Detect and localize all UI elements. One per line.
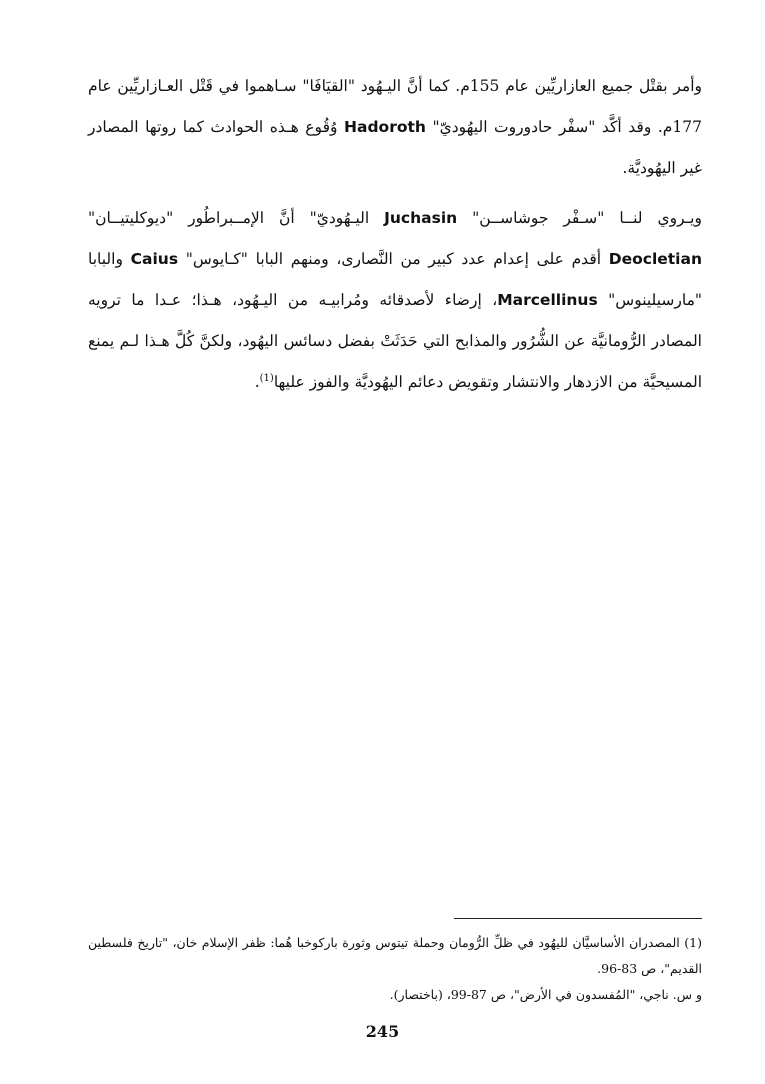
latin-term-marcellinus: Marcellinus xyxy=(497,291,598,309)
footnote-1: (1) المصدران الأساسيَّان لليهُود في ظلِّ الرُّومان وحملة تيتوس وثورة باركوخبا هُما: ظفر الإسلام خان، "تاريخ فلسطين القديم"، ص 83-96. xyxy=(88,935,702,976)
text-segment: ويـروي لنــا "سـفْر جوشاســن" xyxy=(457,209,702,227)
paragraph-text xyxy=(88,66,702,189)
latin-term-juchasin: Juchasin xyxy=(384,209,458,227)
text-segment: وأمر بقتْل جميع العازاريِّين عام 155م. كما أنَّ اليـهُود "القيَافَا" سـاهموا في قَتْل العـازاريِّين عام 177م. وقد أكَّد "سفْر حادوروت اليهُوديّ" xyxy=(88,77,702,136)
latin-term-hadoroth: Hadoroth xyxy=(344,118,426,136)
page-number: 245 xyxy=(365,1022,400,1041)
text-segment: اليـهُوديّ" أنَّ الإمــبراطُور "ديوكليتيــان" xyxy=(88,209,385,227)
body-paragraph-2 xyxy=(88,198,702,403)
footnote-reference[interactable]: (1) xyxy=(259,372,274,384)
latin-term-caius: Caius xyxy=(130,250,179,268)
text-segment: وُقُوع هـذه الحوادث كما روتها المصادر غير اليهُوديَّة. xyxy=(88,118,702,177)
text-segment: ، إرضاء لأصدقائه ومُرابيـه من اليـهُود، هـذا؛ عـدا ما ترويه المصادر الرُّومانيَّة عن الشُّرُور والمذابح التي حَدَثَتْ بفضل دسائس اليهُود، ولكنَّ كُلَّ هـذا لـم يمنع المسيحيَّة من الازدهار والانتشار وتقويض دعائم اليهُوديَّة والفوز عليها xyxy=(88,291,702,391)
latin-term-deocletian: Deocletian xyxy=(608,250,702,268)
text-segment: أقدم على إعدام عدد كبير من النَّصارى، ومنهم البابا "كـايوس" xyxy=(178,250,609,268)
footnotes xyxy=(88,930,702,1008)
footnote-1-continued: و س. ناجي، "المُفسدون في الأرض"، ص 87-99، (باختصار). xyxy=(389,987,702,1002)
paragraph-text xyxy=(88,198,702,403)
text-segment: . xyxy=(254,373,260,391)
body-paragraph-1 xyxy=(88,66,702,189)
footnote-divider xyxy=(454,918,702,919)
text-segment: والبابا "مارسيلينوس" xyxy=(88,250,702,309)
